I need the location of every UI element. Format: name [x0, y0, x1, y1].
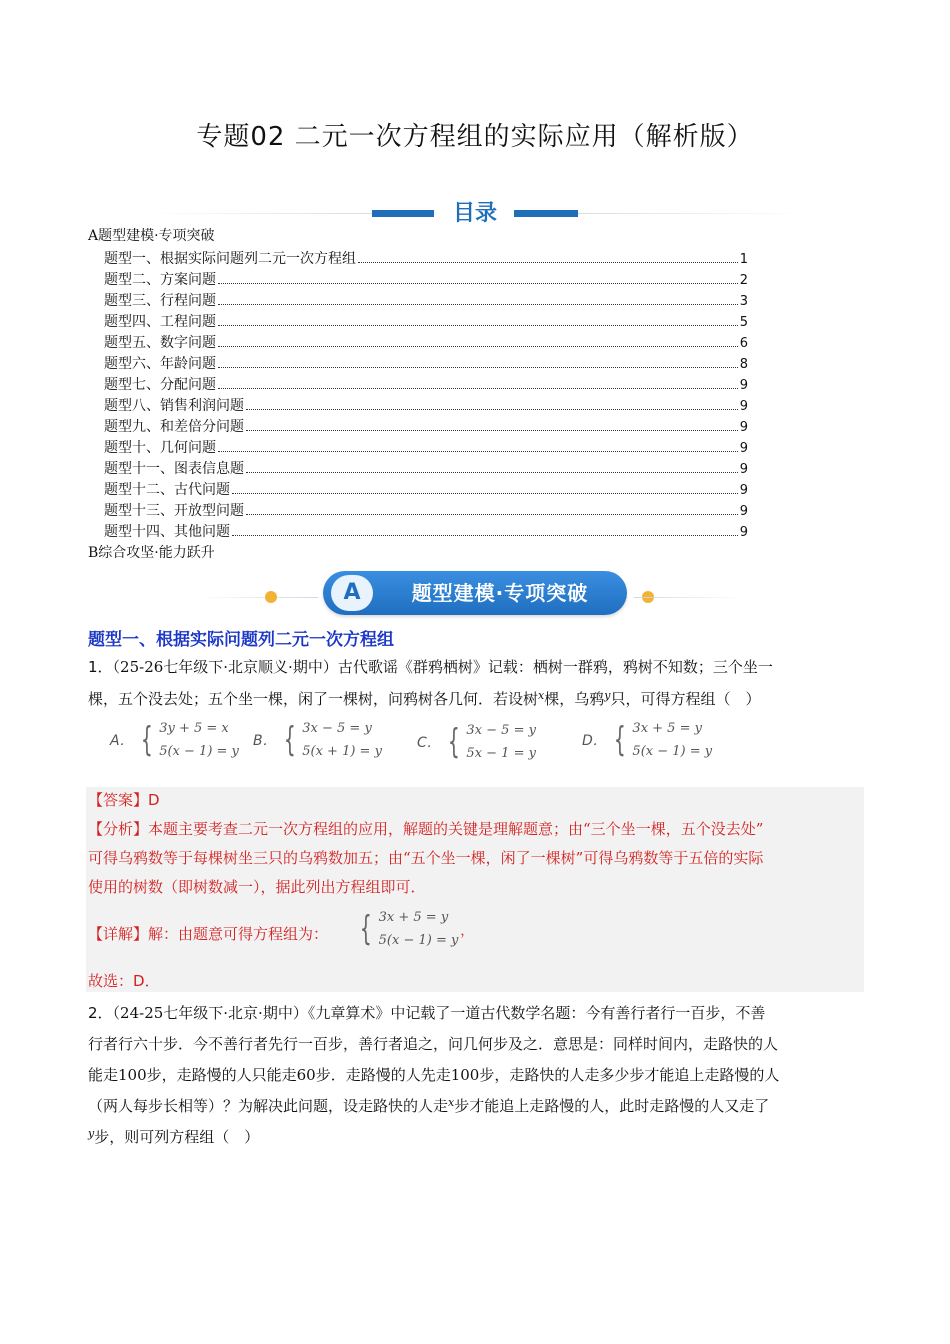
toc-item-page: 3: [739, 294, 748, 309]
toc-leader: [246, 409, 738, 410]
choice-value: D．: [133, 972, 160, 990]
toc-bar-left: [372, 210, 434, 217]
detail-equation-system: [355, 906, 473, 952]
toc-leader: [246, 472, 738, 473]
question-2-line: [88, 1090, 863, 1124]
option-letter: A．: [110, 733, 134, 749]
option-letter: D．: [582, 733, 607, 749]
question-text: （两人每步长相等）？为解决此问题，设走路快的人走: [88, 1097, 449, 1115]
toc-section-b[interactable]: B综合攻坚·能力跃升: [88, 545, 215, 561]
variable-y: y: [88, 1127, 95, 1140]
toc-item-label: 题型九、和差倍分问题: [104, 419, 244, 435]
toc-item[interactable]: [104, 333, 748, 353]
detail-end: ，: [460, 923, 474, 939]
toc-leader: [218, 325, 738, 326]
question-text: （25-26七年级下·北京顺义·期中）古代歌谣《群鸦栖树》记载：栖树一群鸦，鸦树不知数；三个坐一: [112, 658, 773, 676]
toc-item-page: 9: [739, 399, 748, 414]
toc-item-label: 题型十四、其他问题: [104, 524, 230, 540]
question-text: 棵，乌鸦: [544, 690, 605, 708]
question-text: （24-25七年级下·北京·期中）《九章算术》中记载了一道古代数学名题：今有善行者行一百步，不善: [112, 1004, 766, 1022]
toc-item[interactable]: [104, 270, 748, 290]
banner-line-right: [634, 597, 744, 598]
equation: 5(x − 1) = y: [632, 744, 713, 759]
toc-item[interactable]: [104, 480, 748, 500]
toc-leader: [246, 430, 738, 431]
toc-item-page: 5: [739, 315, 748, 330]
equation: 5(x − 1) = y: [378, 933, 459, 948]
option-a[interactable]: [110, 717, 239, 763]
question-text: 步才能追上走路慢的人，此时走路慢的人又走了: [454, 1097, 770, 1115]
toc-item-page: 9: [739, 462, 748, 477]
toc-leader: [232, 535, 738, 536]
answer-value: D: [148, 791, 160, 809]
toc-item-label: 题型一、根据实际问题列二元一次方程组: [104, 251, 356, 267]
question-text: 只，可得方程组（ ）: [610, 690, 761, 708]
answer-tag: 【答案】: [88, 791, 149, 809]
toc-divider-left: [150, 213, 372, 214]
toc-item[interactable]: [104, 522, 748, 542]
detail-line: [88, 920, 860, 949]
choice-text: 故选：: [88, 972, 134, 990]
analysis-line: 使用的树数（即树数减一），据此列出方程组即可．: [88, 878, 426, 896]
toc-item-label: 题型二、方案问题: [104, 272, 216, 288]
brace-icon: {: [359, 909, 372, 949]
equation: 5(x − 1) = y: [159, 744, 239, 759]
toc-item[interactable]: [104, 375, 748, 395]
toc-item-page: 8: [739, 357, 748, 372]
toc-bar-right: [514, 210, 578, 217]
equation: 3x − 5 = y: [302, 721, 372, 736]
question-text: 棵，五个没去处；五个坐一棵，闲了一棵树，问鸦树各几何．若设树: [88, 690, 539, 708]
section-title: 题型一、根据实际问题列二元一次方程组: [88, 630, 394, 650]
toc-item-page: 9: [739, 441, 748, 456]
answer-line: [88, 786, 860, 815]
toc-item-page: 1: [739, 252, 748, 267]
brace-icon: {: [140, 720, 153, 760]
toc-item-label: 题型十、几何问题: [104, 440, 216, 456]
banner-line-left: [198, 597, 318, 598]
toc-item[interactable]: [104, 291, 748, 311]
variable-x: x: [538, 689, 545, 702]
toc-leader: [358, 262, 738, 263]
toc-item[interactable]: [104, 459, 748, 479]
toc-leader: [218, 388, 738, 389]
toc-leader: [246, 514, 738, 515]
toc-item-label: 题型十一、图表信息题: [104, 461, 244, 477]
option-b[interactable]: [253, 717, 382, 763]
toc-item-label: 题型五、数字问题: [104, 335, 216, 351]
toc-item-label: 题型四、工程问题: [104, 314, 216, 330]
equation: 5(x + 1) = y: [302, 744, 382, 759]
toc-leader: [218, 451, 738, 452]
toc-item-page: 9: [739, 504, 748, 519]
detail-text: 解：由题意可得方程组为：: [148, 925, 329, 943]
question-2-line: [88, 1121, 863, 1155]
toc-item-page: 9: [739, 378, 748, 393]
detail-tag: 【详解】: [88, 925, 149, 943]
toc-item-page: 9: [739, 483, 748, 498]
toc-item[interactable]: [104, 396, 748, 416]
toc-divider-right: [578, 213, 808, 214]
option-d[interactable]: [582, 717, 712, 763]
toc-item-label: 题型七、分配问题: [104, 377, 216, 393]
equation: 3x + 5 = y: [632, 721, 702, 736]
toc-leader: [232, 493, 738, 494]
toc-leader: [218, 346, 738, 347]
variable-y: y: [604, 689, 611, 702]
variable-x: x: [448, 1096, 455, 1109]
option-letter: C．: [417, 735, 441, 751]
banner-title: 题型建模·专项突破: [411, 581, 589, 605]
brace-icon: {: [283, 720, 296, 760]
toc-item-label: 题型三、行程问题: [104, 293, 216, 309]
analysis-tag: 【分析】: [88, 820, 149, 838]
toc-heading: 目录: [452, 201, 497, 226]
toc-item-label: 题型十三、开放型问题: [104, 503, 244, 519]
toc-item[interactable]: [104, 354, 748, 374]
question-1-line: [88, 683, 863, 717]
brace-icon: {: [447, 722, 460, 762]
equation: 3y + 5 = x: [159, 721, 229, 736]
toc-item[interactable]: [104, 417, 748, 437]
toc-item[interactable]: [104, 438, 748, 458]
toc-item-label: 题型十二、古代问题: [104, 482, 230, 498]
toc-item-label: 题型八、销售利润问题: [104, 398, 244, 414]
option-c[interactable]: [417, 719, 536, 765]
equation: 3x − 5 = y: [466, 723, 536, 738]
toc-leader: [218, 367, 738, 368]
brace-icon: {: [613, 720, 626, 760]
equation: 5x − 1 = y: [466, 746, 536, 761]
toc-item-page: 9: [739, 525, 748, 540]
analysis-line: [88, 815, 860, 844]
question-text: 步，则可列方程组（ ）: [94, 1128, 260, 1146]
toc-item-page: 2: [739, 273, 748, 288]
analysis-line: 可得乌鸦数等于每棵树坐三只的乌鸦数加五；由“五个坐一棵，闲了一棵树”可得乌鸦数等于五倍的实际: [88, 849, 764, 867]
question-number: 2．: [88, 1004, 113, 1022]
option-letter: B．: [253, 733, 277, 749]
toc-item-page: 6: [739, 336, 748, 351]
question-number: 1．: [88, 658, 113, 676]
toc-section-a[interactable]: A题型建模·专项突破: [88, 228, 215, 244]
question-2-line: [88, 997, 863, 1029]
analysis-text: 本题主要考查二元一次方程组的应用，解题的关键是理解题意；由“三个坐一棵，五个没去处”: [148, 820, 764, 838]
question-2-line: 能走100步，走路慢的人只能走60步．走路慢的人先走100步，走路快的人走多少步才能追上走路慢的人: [88, 1066, 780, 1084]
question-2-line: 行者行六十步．今不善行者先行一百步，善行者追之，问几何步及之．意思是：同样时间内，走路快的人: [88, 1035, 779, 1053]
choice-line: [88, 967, 860, 996]
page-title: 专题02 二元一次方程组的实际应用（解析版）: [196, 122, 754, 152]
toc-leader: [218, 304, 738, 305]
toc-leader: [218, 283, 738, 284]
toc-item-label: 题型六、年龄问题: [104, 356, 216, 372]
equation: 3x + 5 = y: [378, 910, 449, 925]
question-1-line: [88, 651, 863, 683]
toc-item-page: 9: [739, 420, 748, 435]
toc-item[interactable]: [104, 312, 748, 332]
banner-dot-left: [265, 591, 277, 603]
toc-item[interactable]: [104, 249, 748, 269]
toc-item[interactable]: [104, 501, 748, 521]
banner-badge: A: [331, 575, 373, 611]
